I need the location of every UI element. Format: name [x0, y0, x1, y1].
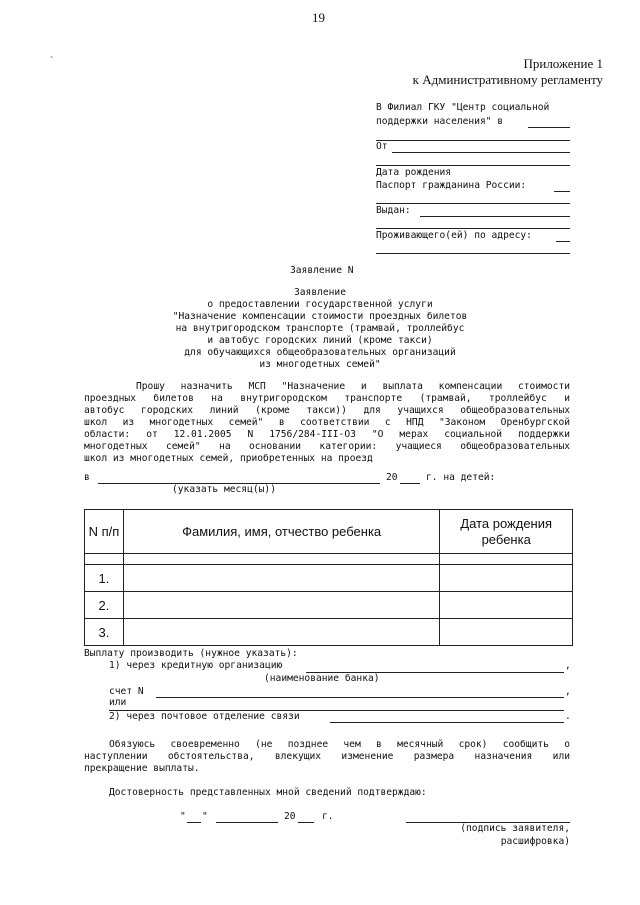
signature-hint-2: расшифровка) [500, 836, 570, 847]
table-header-row [85, 510, 573, 554]
table-spacer-row [85, 554, 573, 565]
issued-label: Выдан: [376, 205, 411, 216]
statement-number: Заявление N [290, 265, 354, 276]
or-label: или [109, 697, 127, 708]
account-label: счет N [109, 686, 144, 697]
obligation-line-3: прекращение выплаты. [84, 763, 200, 774]
child-birth-date-cell[interactable] [440, 619, 573, 646]
account-field[interactable] [156, 697, 564, 698]
scan-mark: ˋ [50, 56, 54, 67]
payment-option-bank: 1) через кредитную организацию [109, 660, 283, 671]
post-office-field[interactable] [330, 722, 564, 723]
body-line-3: автобус городских линий (кроме такси)) для учащихся общеобразовательных [84, 405, 570, 416]
passport-field-2[interactable] [376, 203, 570, 204]
sign-year-prefix: 20 [284, 811, 296, 822]
bank-comma: , [565, 660, 571, 671]
child-name-cell[interactable] [123, 619, 440, 646]
child-name-cell[interactable] [123, 565, 440, 592]
payment-option-post: 2) через почтовое отделение связи [109, 711, 300, 722]
title-line-3: "Назначение компенсации стоимости проездных билетов [172, 311, 468, 322]
title-line-6: для обучающихся общеобразовательных организаций [184, 347, 456, 358]
table-row [85, 592, 573, 619]
date-quote-open: " [180, 811, 186, 822]
year-suffix: г. на детей: [426, 472, 496, 483]
account-comma: , [565, 686, 571, 697]
body-line-1: Прошу назначить МСП "Назначение и выплата компенсации стоимости [136, 381, 570, 392]
sign-year-field[interactable] [298, 822, 314, 823]
address-field[interactable] [556, 241, 570, 242]
title-line-5: и автобус городских линий (кроме такси) [207, 335, 433, 346]
date-quote-close: " [202, 811, 208, 822]
bank-hint: (наименование банка) [264, 673, 380, 684]
body-line-4: школ из многодетных семей" в соответствии с НПД "Законом Оренбургской [84, 417, 570, 428]
child-birth-date-cell[interactable] [440, 565, 573, 592]
title-line-1: Заявление [294, 287, 346, 298]
from-field[interactable] [392, 152, 570, 153]
obligation-line-2: наступлении обстоятельства, влекущих изменение размера назначения или [84, 751, 570, 762]
sign-year-suffix: г. [322, 811, 334, 822]
header-birth-date: Дата рождения ребенка [440, 510, 573, 554]
post-dot: . [565, 711, 571, 722]
year-field[interactable] [400, 483, 420, 484]
month-sign-field[interactable] [216, 822, 278, 823]
passport-field[interactable] [554, 191, 570, 192]
table-row [85, 565, 573, 592]
from-label: От [376, 141, 388, 152]
child-birth-date-cell[interactable] [440, 592, 573, 619]
appendix-title: Приложение 1 [523, 56, 603, 71]
address-label: Проживающего(ей) по адресу: [376, 230, 532, 241]
payment-heading: Выплату производить (нужное указать): [84, 648, 298, 659]
from-field-2[interactable] [376, 165, 570, 166]
table-row [85, 619, 573, 646]
title-line-4: на внутригородском транспорте (трамвай, троллейбус [175, 323, 465, 334]
issued-field[interactable] [420, 216, 570, 217]
passport-label: Паспорт гражданина России: [376, 180, 527, 191]
body-line-5: области: от 12.01.2005 N 1756/284-III-ОЗ "О мерах социальной поддержки [84, 429, 570, 440]
recipient-extra-field[interactable] [376, 140, 570, 141]
header-number: N п/п [85, 510, 124, 554]
appendix-subtitle: к Административному регламенту [412, 72, 603, 87]
title-line-2: о предоставлении государственной услуги [207, 299, 433, 310]
child-name-cell[interactable] [123, 592, 440, 619]
body-line-2: проездных билетов на внутригородском транспорте (трамвай, троллейбус и [84, 393, 570, 404]
obligation-line-1: Обязуюсь своевременно (не позднее чем в месячный срок) сообщить о [109, 739, 570, 750]
body-line-7: школ из многодетных семей, приобретенных на проезд [84, 453, 373, 464]
month-hint: (указать месяц(ы)) [172, 484, 276, 495]
signature-hint-1: (подпись заявителя, [460, 823, 570, 834]
year-prefix: 20 [386, 472, 398, 483]
children-table [84, 509, 573, 646]
issued-field-2[interactable] [376, 228, 570, 229]
confirmation-text: Достоверность представленных мной сведений подтверждаю: [109, 787, 427, 798]
header-name: Фамилия, имя, отчество ребенка [123, 510, 440, 554]
row-number: 2. [85, 592, 124, 619]
month-prefix: в [84, 472, 90, 483]
title-line-7: из многодетных семей" [259, 359, 381, 370]
recipient-line-2: поддержки населения" в [376, 116, 504, 127]
row-number: 1. [85, 565, 124, 592]
recipient-city-field[interactable] [528, 127, 570, 128]
birth-date-label: Дата рождения [376, 167, 452, 178]
recipient-line-1: В Филиал ГКУ "Центр социальной [376, 102, 550, 113]
row-number: 3. [85, 619, 124, 646]
page-number: 19 [312, 10, 325, 25]
day-field[interactable] [187, 822, 201, 823]
body-line-6: многодетных семей" на основании категории: учащиеся общеобразовательных [84, 441, 570, 452]
address-field-2[interactable] [376, 253, 570, 254]
